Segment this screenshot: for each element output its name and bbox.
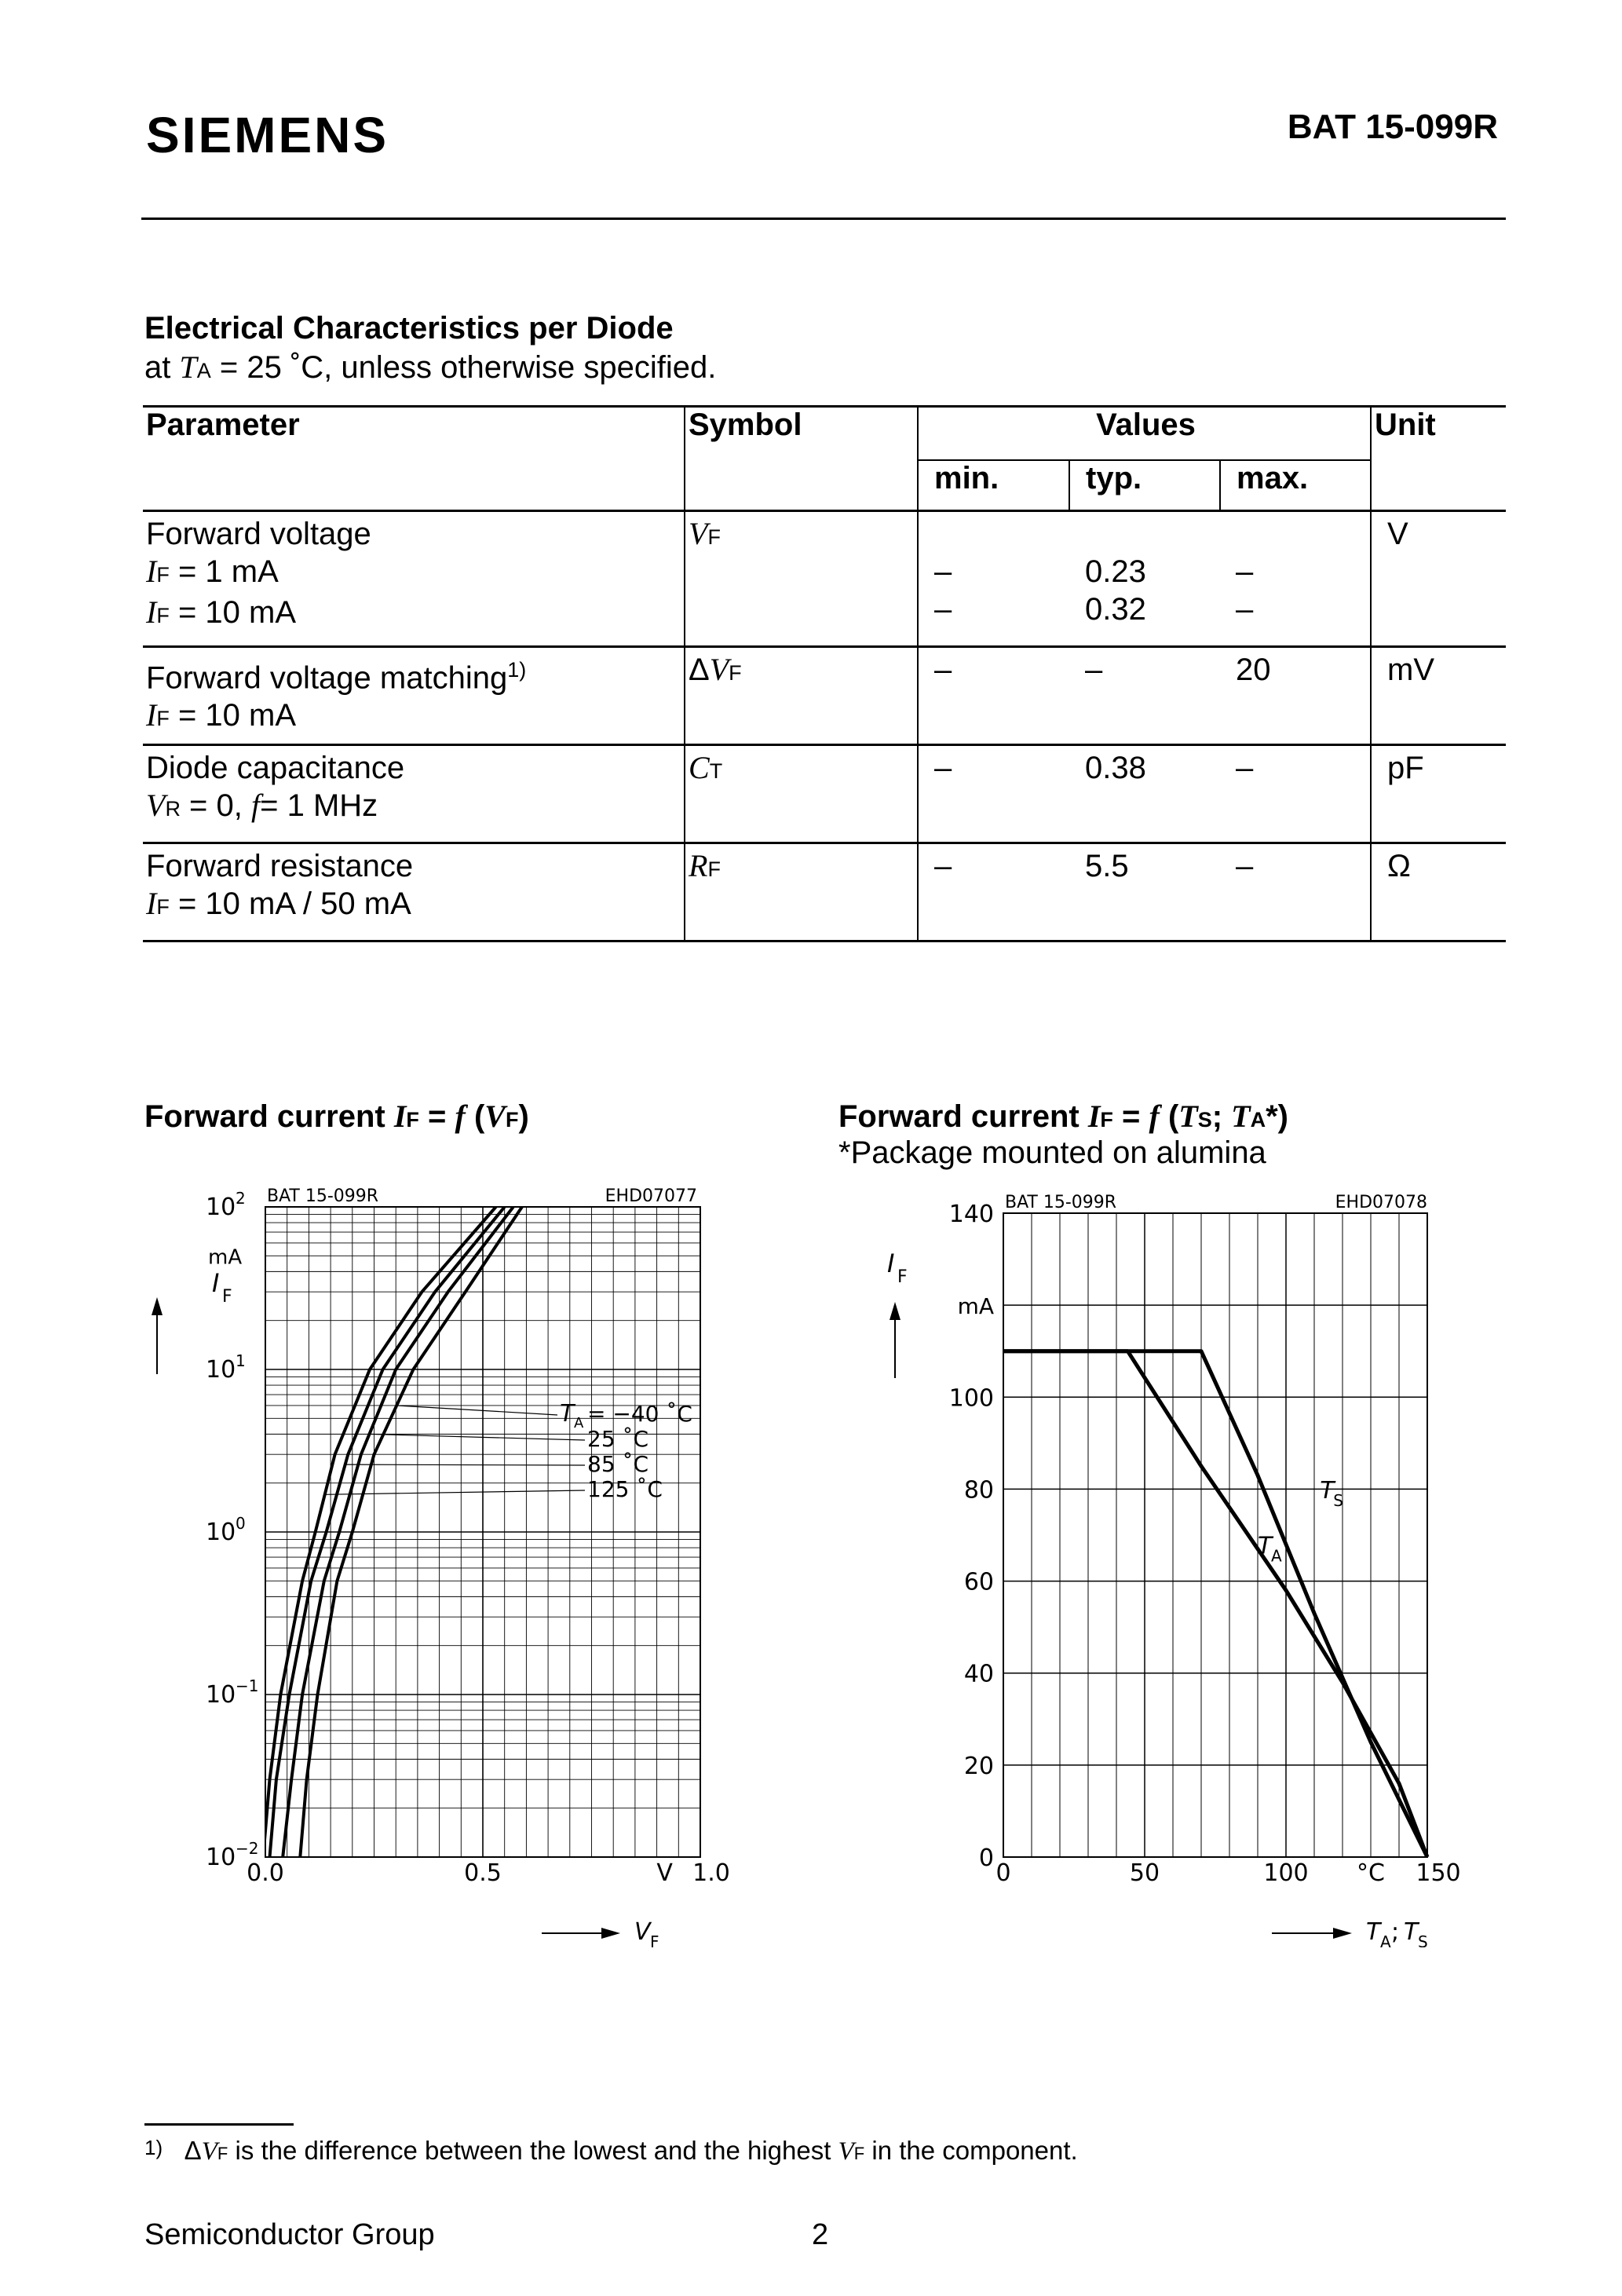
param-symbol: VF bbox=[685, 511, 918, 647]
chart1-xlabel-sub: F bbox=[650, 1932, 659, 1947]
chart1-x-ticks bbox=[247, 1859, 730, 1887]
value-max: – bbox=[1220, 843, 1371, 941]
chart1-x-unit: V bbox=[656, 1859, 673, 1887]
value-typ: – bbox=[1069, 647, 1220, 745]
chart2-y-tick-label: 40 bbox=[963, 1660, 994, 1688]
chart2-series-label-sub: A bbox=[1271, 1546, 1282, 1566]
chart2-y-tick-label: 140 bbox=[948, 1201, 994, 1228]
param-symbol: CT bbox=[685, 745, 918, 843]
header-unit: Unit bbox=[1371, 407, 1506, 511]
chart2-x-tick-label: 50 bbox=[1129, 1859, 1160, 1887]
forward-current-temperature-chart bbox=[864, 1170, 1507, 1947]
section-subtitle: at TA = 25 ˚C, unless otherwise specified. bbox=[144, 349, 717, 385]
param-condition: IF = 10 mA / 50 mA bbox=[146, 886, 411, 921]
chart2-series bbox=[1003, 1351, 1427, 1857]
chart2-x-tick-label: 150 bbox=[1416, 1859, 1461, 1887]
chart1-x-tick-label: 1.0 bbox=[692, 1859, 730, 1887]
chart1-y-arrow-icon bbox=[152, 1297, 163, 1315]
table-row bbox=[143, 745, 1506, 843]
chart2-series-line bbox=[1003, 1351, 1427, 1857]
chart2-grid bbox=[1003, 1213, 1427, 1857]
footnote: 1) ΔVF is the difference between the lowest and the highest VF in the component. bbox=[144, 2136, 1078, 2166]
param-name: Forward voltage matching$^{1)}$ bbox=[146, 658, 527, 696]
chart1-y-tick-exp: −1 bbox=[236, 1676, 259, 1695]
chart1-y-tick-exp: 0 bbox=[236, 1514, 246, 1533]
chart2-yunit: mA bbox=[957, 1293, 994, 1320]
value-max: – bbox=[1236, 554, 1254, 589]
chart1-legend-entry: 125 ˚C bbox=[587, 1476, 663, 1502]
param-symbol: RF bbox=[685, 843, 918, 941]
chart2-note: *Package mounted on alumina bbox=[838, 1135, 1266, 1170]
chart2-series-line bbox=[1003, 1351, 1427, 1857]
chart1-x-tick-label: 0.5 bbox=[464, 1859, 502, 1887]
chart1-ylabel-sub: F bbox=[222, 1287, 232, 1307]
value-unit: pF bbox=[1371, 745, 1506, 843]
header-max: max. bbox=[1220, 460, 1371, 511]
chart2-y-ticks bbox=[949, 1201, 994, 1872]
value-max: – bbox=[1236, 592, 1254, 627]
chart2-xlabel: T bbox=[1366, 1918, 1381, 1946]
chart1-y-tick-exp: 2 bbox=[236, 1189, 246, 1208]
chart1-y-tick-label: 10 bbox=[206, 1519, 236, 1546]
chart1-part-label: BAT 15-099R bbox=[267, 1186, 379, 1206]
header-parameter: Parameter bbox=[143, 407, 685, 511]
chart2-y-tick-label: 60 bbox=[963, 1568, 994, 1596]
chart2-series-label: T bbox=[1258, 1532, 1273, 1560]
chart1-legend-prefix-sub: A bbox=[574, 1415, 584, 1431]
value-min: – bbox=[934, 592, 952, 627]
chart1-y-tick-label: 10 bbox=[206, 1844, 236, 1871]
value-unit: Ω bbox=[1371, 843, 1506, 941]
table-row bbox=[143, 843, 1506, 941]
chart1-grid bbox=[265, 1207, 700, 1857]
chart1-legend-entry: 85 ˚C bbox=[587, 1451, 649, 1477]
header-values: Values bbox=[918, 407, 1371, 461]
chart2-y-tick-label: 80 bbox=[963, 1476, 994, 1504]
chart1-y-tick-label: 10 bbox=[206, 1681, 236, 1709]
chart1-legend bbox=[325, 1400, 692, 1502]
footer-group: Semiconductor Group bbox=[144, 2218, 435, 2251]
chart1-legend-leader bbox=[345, 1464, 585, 1465]
param-name: Diode capacitance bbox=[146, 751, 405, 785]
value-min: – bbox=[918, 647, 1069, 745]
chart1-ylabel: I bbox=[212, 1268, 220, 1298]
chart1-code: EHD07077 bbox=[605, 1186, 697, 1206]
chart2-y-tick-label: 0 bbox=[978, 1844, 994, 1872]
chart1-x-tick-label: 0.0 bbox=[247, 1859, 284, 1887]
chart2-series-label-sub: S bbox=[1333, 1491, 1343, 1511]
value-max: – bbox=[1220, 745, 1371, 843]
chart1-y-tick-label: 10 bbox=[206, 1356, 236, 1384]
param-condition: IF = 1 mA bbox=[146, 554, 279, 589]
brand-logo: SIEMENS bbox=[146, 107, 389, 163]
chart2-xlabel-sep: ; bbox=[1391, 1918, 1400, 1946]
chart2-xlabel2-sub: S bbox=[1418, 1932, 1428, 1947]
section-title: Electrical Characteristics per Diode bbox=[144, 311, 674, 345]
chart1-y-tick-exp: −2 bbox=[236, 1839, 259, 1858]
value-typ: 0.32 bbox=[1085, 592, 1146, 627]
page-number: 2 bbox=[812, 2218, 829, 2251]
value-max: 20 bbox=[1220, 647, 1371, 745]
chart1-y-tick-label: 10 bbox=[206, 1194, 236, 1221]
chart1-legend-prefix: T bbox=[560, 1400, 575, 1428]
table-row bbox=[143, 647, 1506, 745]
param-name: Forward resistance bbox=[146, 849, 414, 883]
chart1-y-tick-exp: 1 bbox=[236, 1351, 246, 1370]
footnote-divider bbox=[144, 2123, 294, 2126]
chart2-y-arrow-icon bbox=[890, 1302, 901, 1320]
header-symbol: Symbol bbox=[685, 407, 918, 511]
table-row bbox=[143, 511, 1506, 647]
header-divider bbox=[141, 218, 1506, 220]
chart2-series-label: T bbox=[1320, 1477, 1335, 1505]
chart2-part-label: BAT 15-099R bbox=[1005, 1193, 1117, 1212]
chart2-y-tick-label: 100 bbox=[948, 1384, 994, 1413]
chart2-xlabel2: T bbox=[1404, 1918, 1419, 1946]
chart1-yunit: mA bbox=[208, 1245, 243, 1270]
chart2-y-tick-label: 20 bbox=[963, 1752, 994, 1780]
param-name: Forward voltage bbox=[146, 517, 371, 551]
value-unit: mV bbox=[1371, 647, 1506, 745]
value-min: – bbox=[918, 745, 1069, 843]
chart1-legend-leader bbox=[369, 1434, 585, 1440]
param-symbol: ΔVF bbox=[685, 647, 918, 745]
chart1-x-arrow-icon bbox=[601, 1928, 620, 1939]
part-number: BAT 15-099R bbox=[1287, 108, 1498, 146]
forward-current-voltage-chart bbox=[141, 1170, 738, 1947]
header-typ: typ. bbox=[1069, 460, 1220, 511]
chart2-ylabel: I bbox=[887, 1249, 895, 1278]
chart1-caption: Forward current IF = f (VF) bbox=[144, 1099, 529, 1134]
chart1-legend-entry: = −40 ˚C bbox=[587, 1401, 692, 1427]
chart2-ylabel-sub: F bbox=[897, 1267, 908, 1287]
chart2-x-tick-label: 100 bbox=[1263, 1859, 1309, 1887]
value-unit: V bbox=[1371, 511, 1506, 647]
value-typ: 0.23 bbox=[1085, 554, 1146, 589]
chart1-legend-entry: 25 ˚C bbox=[587, 1426, 649, 1452]
value-min: – bbox=[934, 554, 952, 589]
param-condition: IF = 10 mA bbox=[146, 594, 297, 630]
chart2-x-tick-label: 0 bbox=[995, 1859, 1011, 1887]
value-min: – bbox=[918, 843, 1069, 941]
chart2-x-ticks bbox=[995, 1859, 1460, 1887]
value-typ: 0.38 bbox=[1069, 745, 1220, 843]
chart2-xlabel-sub: A bbox=[1380, 1932, 1391, 1947]
param-condition: VR = 0, f= 1 MHz bbox=[146, 788, 378, 823]
chart1-legend-leader bbox=[396, 1406, 557, 1415]
chart1-xlabel: V bbox=[634, 1918, 651, 1946]
chart2-x-arrow-icon bbox=[1333, 1928, 1352, 1939]
value-typ: 5.5 bbox=[1069, 843, 1220, 941]
chart2-frame bbox=[1003, 1213, 1427, 1857]
chart2-caption: Forward current IF = f (TS; TA*) bbox=[838, 1099, 1288, 1134]
chart2-x-unit: °C bbox=[1357, 1859, 1385, 1887]
characteristics-table bbox=[143, 405, 1506, 942]
param-condition: IF = 10 mA bbox=[146, 697, 297, 733]
header-min: min. bbox=[918, 460, 1069, 511]
chart2-code: EHD07078 bbox=[1335, 1193, 1427, 1212]
